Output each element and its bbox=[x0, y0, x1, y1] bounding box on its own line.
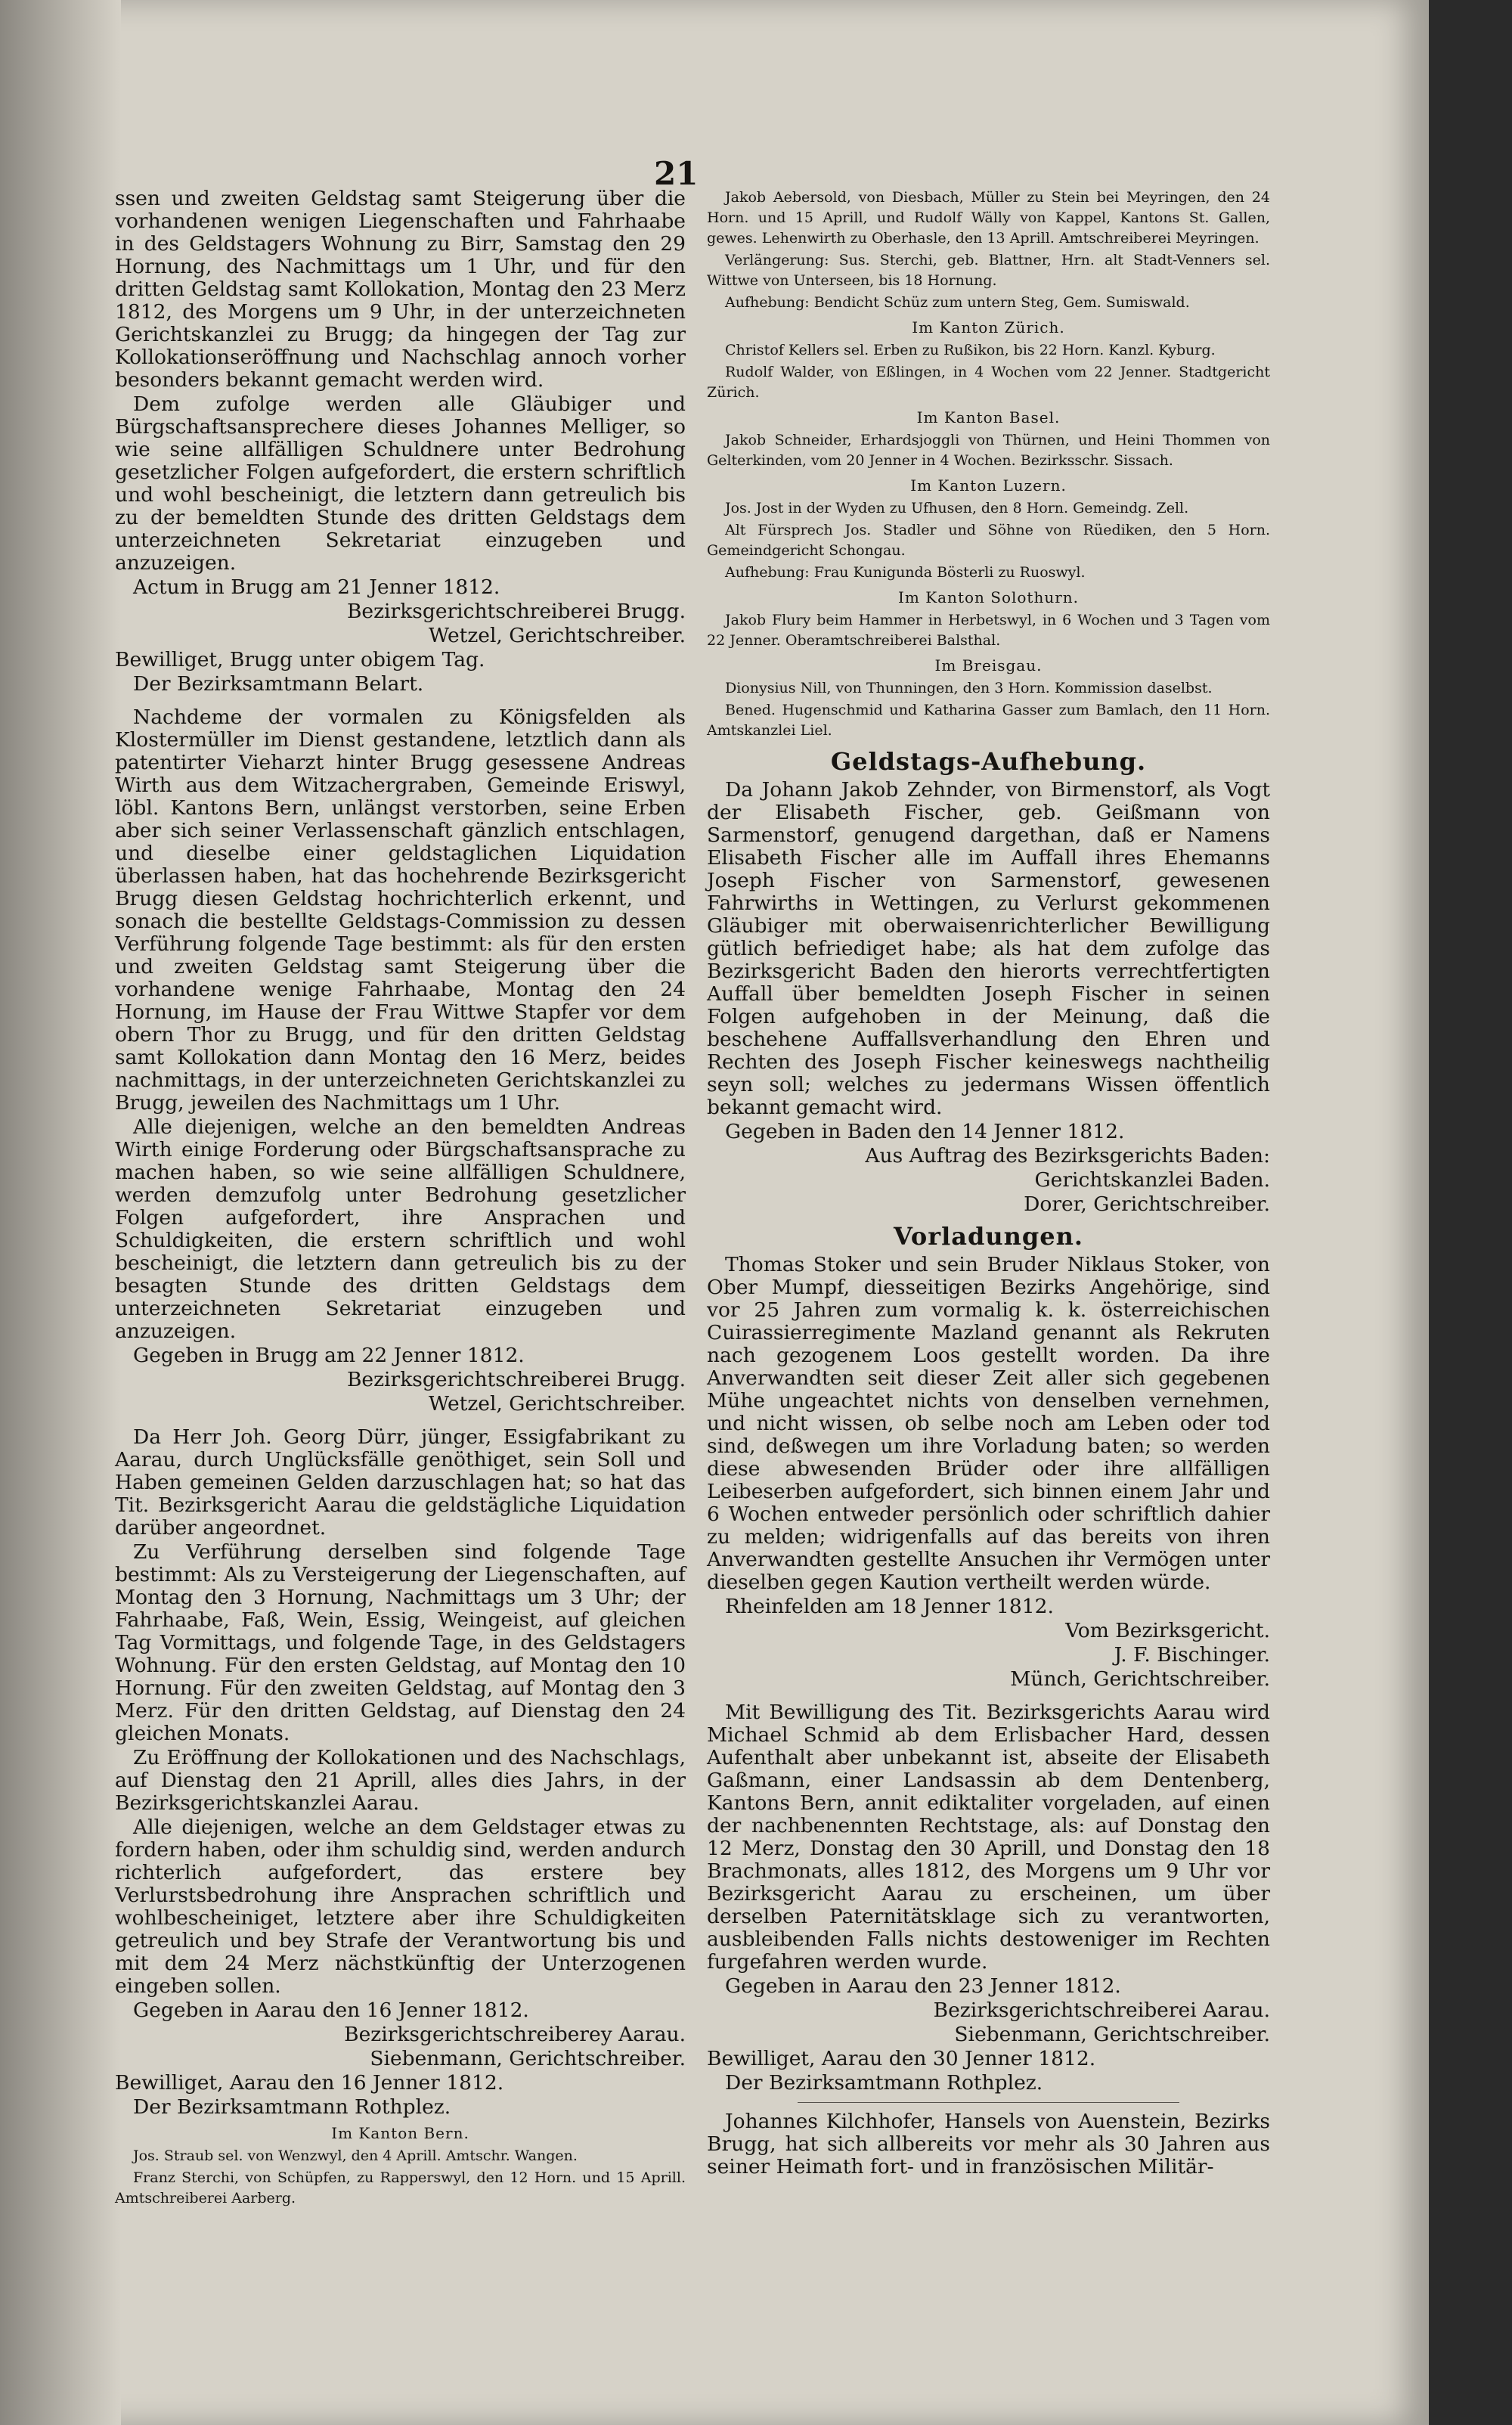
right-column bbox=[707, 188, 1270, 2178]
signature-office: Bezirksgerichtschreiberei Aarau. bbox=[933, 1999, 1270, 2022]
signature-name: J. F. Bischinger. bbox=[1114, 1643, 1270, 1667]
list-item: Jos. Straub sel. von Wenzwyl, den 4 Aprill. Amtschr. Wangen. bbox=[133, 2147, 578, 2164]
list-item: Jakob Flury beim Hammer in Herbetswyl, in 6 Wochen und 3 Tagen vom 22 Jenner. Oberamtschreiberei Balsthal. bbox=[707, 612, 1270, 649]
date-line: Gegeben in Baden den 14 Jenner 1812. bbox=[725, 1120, 1125, 1143]
signature-office: Bezirksgerichtschreiberei Brugg. bbox=[346, 1368, 686, 1391]
approval-line: Bewilliget, Aarau den 30 Jenner 1812. bbox=[707, 2047, 1096, 2070]
signature-name: Siebenmann, Gerichtschreiber. bbox=[370, 2047, 686, 2070]
list-item: Bened. Hugenschmid und Katharina Gasser zum Bamlach, den 11 Horn. Amtskanzlei Liel. bbox=[707, 702, 1270, 739]
paragraph: Nachdeme der vormalen zu Königsfelden als Klostermüller im Dienst gestandene, letztlich dann als patentirter Vieharzt hinter Brugg gesessene Andreas Wirth aus dem Witzachergraben, Gemeinde Eriswyl, löbl. Kantons Bern, unlängst verstorben, seine Erben aber sich seiner Verlassenschaft gänzlich entschlagen, und dieselbe einer geldstaglichen Liquidation überlassen haben, hat das hochehrende Bezirksgericht Brugg diesen Geldstag hochrichterlich erkennt, und sonach die bestellte Geldstags-Commission zu dessen Verführung folgende Tage bestimmt: als für den ersten und zweiten Geldstag samt Steigerung über die vorhandene wenige Fahrhaabe, Montag den 24 Hornung, im Hause der Frau Wittwe Stapfer vor dem obern Thor zu Brugg, und für den dritten Geldstag samt Kollokation dann Montag den 16 Merz, beides nachmittags, in der unterzeichneten Gerichtskanzlei zu Brugg, jeweilen des Nachmittags um 1 Uhr. bbox=[115, 705, 686, 1115]
signature-name: Wetzel, Gerichtschreiber. bbox=[428, 624, 686, 647]
date-line: Actum in Brugg am 21 Jenner 1812. bbox=[133, 575, 500, 599]
paragraph: Alle diejenigen, welche an den bemeldten Andreas Wirth einige Forderung oder Bürgschaftsansprache zu machen haben, so wie seine allfälligen Schuldnere, werden demzufolg unter Bedrohung gesetzlicher Folgen aufgefordert, ihre Ansprachen und Schuldigkeiten, die erstern schriftlich und wohl bescheinigt, die letztern dann getreulich bis zu der besagten Stunde des dritten Geldstags dem unterzeichneten Sekretariat einzugeben und anzuzeigen. bbox=[115, 1115, 686, 1343]
list-item: Jos. Jost in der Wyden zu Ufhusen, den 8 Horn. Gemeindg. Zell. bbox=[725, 500, 1189, 516]
signature-office: Bezirksgerichtschreiberey Aarau. bbox=[344, 2023, 686, 2046]
list-item: Rudolf Walder, von Eßlingen, in 4 Wochen vom 22 Jenner. Stadtgericht Zürich. bbox=[707, 364, 1270, 401]
paragraph: Mit Bewilligung des Tit. Bezirksgerichts Aarau wird Michael Schmid ab dem Erlisbacher Hard, dessen Aufenthalt aber unbekannt ist, abseite der Elisabeth Gaßmann, einer Landsassin ab dem Dentenberg, Kantons Bern, annit ediktaliter vorgeladen, auf einen der nachbenennten Rechtstage, als: auf Donstag den 12 Merz, Donstag den 30 Aprill, und Donstag den 18 Brachmonats, alles 1812, des Morgens um 9 Uhr vor Bezirksgericht Aarau zu erscheinen, um über derselben Paternitätsklage sich zu verantworten, ausbleibenden Falls nichts destoweniger im Rechten furgefahren werden wurde. bbox=[707, 1701, 1270, 1974]
official-line: Der Bezirksamtmann Rothplez. bbox=[725, 2071, 1043, 2095]
paragraph: Johannes Kilchhofer, Hansels von Auenstein, Bezirks Brugg, hat sich allbereits vor mehr als 30 Jahren aus seiner Heimath fort- und in französischen Militär- bbox=[707, 2110, 1270, 2178]
signature-office: Aus Auftrag des Bezirksgerichts Baden: bbox=[865, 1144, 1270, 1168]
official-line: Der Bezirksamtmann Belart. bbox=[133, 672, 424, 696]
signature-office: Bezirksgerichtschreiberei Brugg. bbox=[346, 600, 686, 623]
signature-name: Dorer, Gerichtschreiber. bbox=[1024, 1192, 1270, 1216]
page-number: 21 bbox=[654, 155, 699, 192]
section-subheading: Im Kanton Luzern. bbox=[910, 476, 1067, 495]
list-item: Aufhebung: Frau Kunigunda Bösterli zu Ruoswyl. bbox=[725, 564, 1086, 581]
paragraph: Zu Eröffnung der Kollokationen und des Nachschlags, auf Dienstag den 21 Aprill, alles dies Jahrs, in der Bezirksgerichtskanzlei Aarau. bbox=[115, 1746, 686, 1815]
list-item: Dionysius Nill, von Thunningen, den 3 Horn. Kommission daselbst. bbox=[725, 680, 1213, 696]
section-subheading: Im Kanton Zürich. bbox=[912, 318, 1065, 336]
section-subheading: Im Kanton Basel. bbox=[916, 408, 1061, 426]
section-subheading: Im Kanton Solothurn. bbox=[897, 588, 1080, 606]
left-column bbox=[115, 187, 686, 2206]
section-subheading: Im Breisgau. bbox=[934, 656, 1043, 674]
paragraph: Alle diejenigen, welche an dem Geldstager etwas zu fordern haben, oder ihm schuldig sind, werden andurch richterlich aufgefordert, das erstere bey Verlurstsbedrohung ihre Ansprachen schriftlich und wohlbescheiniget, letztere aber ihre Schuldigkeiten getreulich und bey Strafe der Verantwortung bis und mit dem 24 Merz nächstkünftig der Unterzogenen eingeben sollen. bbox=[115, 1816, 686, 1998]
divider bbox=[798, 2102, 1179, 2103]
paragraph: ssen und zweiten Geldstag samt Steigerung über die vorhandenen wenigen Liegenschaften und Fahrhaabe in des Geldstagers Wohnung zu Birr, Samstag den 29 Hornung, des Nachmittags um 1 Uhr, und für den dritten Geldstag samt Kollokation, Montag den 23 Merz 1812, des Morgens um 9 Uhr, in der unterzeichneten Gerichtskanzlei zu Brugg; da hingegen der Tag zur Kollokationseröffnung und Nachschlag annoch vorher besonders bekannt gemacht werden wird. bbox=[115, 187, 686, 392]
section-heading: Geldstags-Aufhebung. bbox=[830, 747, 1147, 776]
list-item: Franz Sterchi, von Schüpfen, zu Rapperswyl, den 12 Horn. und 15 Aprill. Amtschreiberei Aarberg. bbox=[115, 2169, 686, 2206]
date-line: Rheinfelden am 18 Jenner 1812. bbox=[725, 1595, 1054, 1618]
paragraph: Da Johann Jakob Zehnder, von Birmenstorf, als Vogt der Elisabeth Fischer, geb. Geißmann von Sarmenstorf, genugend dargethan, daß er Namens Elisabeth Fischer alle im Auffall ihres Ehemanns Joseph Fischer von Sarmenstorf, gewesenen Fahrwirths in Wettingen, zu Verlurst gekommenen Gläubiger mit oberwaisenrichterlicher Bewilligung gütlich befriediget habe; als hat dem zufolge das Bezirksgericht Baden den hierorts verrechtfertigten Auffall über bemeldten Joseph Fischer in seinen Folgen aufgehoben in der Meinung, daß die beschehene Auffallsverhandlung den Ehren und Rechten des Joseph Fischer keineswegs nachtheilig seyn soll; welches zu jedermans Wissen öffentlich bekannt gemacht wird. bbox=[707, 778, 1270, 1119]
official-line: Der Bezirksamtmann Rothplez. bbox=[133, 2095, 451, 2119]
section-heading: Vorladungen. bbox=[893, 1222, 1084, 1251]
date-line: Gegeben in Brugg am 22 Jenner 1812. bbox=[133, 1344, 525, 1367]
section-subheading: Im Kanton Bern. bbox=[331, 2124, 469, 2142]
paragraph: Zu Verführung derselben sind folgende Tage bestimmt: Als zu Versteigerung der Liegenschaften, auf Montag den 3 Hornung, Nachmittags um 3 Uhr; der Fahrhaabe, Faß, Wein, Essig, Weingeist, auf gleichen Tag Vormittags, und folgende Tage, in des Geldstagers Wohnung. Für den ersten Geldstag, auf Montag den 10 Hornung. Für den zweiten Geldstag, auf Montag den 3 Merz. Für den dritten Geldstag, auf Dienstag den 24 gleichen Monats. bbox=[115, 1540, 686, 1745]
approval-line: Bewilliget, Aarau den 16 Jenner 1812. bbox=[115, 2071, 504, 2095]
date-line: Gegeben in Aarau den 23 Jenner 1812. bbox=[725, 1974, 1121, 1998]
signature-name: Siebenmann, Gerichtschreiber. bbox=[954, 2023, 1270, 2046]
date-line: Gegeben in Aarau den 16 Jenner 1812. bbox=[133, 1999, 529, 2022]
list-item: Jakob Schneider, Erhardsjoggli von Thürnen, und Heini Thommen von Gelterkinden, vom 20 Jenner in 4 Wochen. Bezirksschr. Sissach. bbox=[707, 432, 1270, 469]
paragraph: Da Herr Joh. Georg Dürr, jünger, Essigfabrikant zu Aarau, durch Unglücksfälle genöthiget, sein Soll und Haben gemeinen Gelden darzuschlagen hat; so hat das Tit. Bezirksgericht Aarau die geldstägliche Liquidation darüber angeordnet. bbox=[115, 1425, 686, 1540]
list-item: Aufhebung: Bendicht Schüz zum untern Steg, Gem. Sumiswald. bbox=[725, 294, 1190, 311]
paragraph: Thomas Stoker und sein Bruder Niklaus Stoker, von Ober Mumpf, diesseitigen Bezirks Angehörige, sind vor 25 Jahren zum vormalig k. k. österreichischen Cuirassierregimente Mazland genannt als Rekruten nach gezogenem Loos gestellt worden. Da ihre Anverwandten seit dieser Zeit aller sich gegebenen Mühe ungeachtet nichts von denselben vernehmen, und nicht wissen, ob selbe noch am Leben oder tod sind, deßwegen um ihre Vorladung baten; so werden diese abwesenden Brüder oder ihre allfälligen Leibeserben aufgefordert, sich binnen einem Jahr und 6 Wochen entweder persönlich oder schriftlich dahier zu melden; widrigenfalls auf das bereits von ihren Anverwandten gestellte Ansuchen ihr Vermögen unter dieselben gegen Kaution vertheilt werden würde. bbox=[707, 1253, 1270, 1594]
list-item: Christof Kellers sel. Erben zu Rußikon, bis 22 Horn. Kanzl. Kyburg. bbox=[725, 342, 1216, 358]
page-spine-shadow bbox=[0, 0, 121, 2425]
list-item: Verlängerung: Sus. Sterchi, geb. Blattner, Hrn. alt Stadt-Venners sel. Wittwe von Unterseen, bis 18 Hornung. bbox=[707, 252, 1270, 289]
approval-line: Bewilliget, Brugg unter obigem Tag. bbox=[115, 648, 485, 671]
list-item: Jakob Aebersold, von Diesbach, Müller zu Stein bei Meyringen, den 24 Horn. und 15 Aprill, und Rudolf Wälly von Kappel, Kantons St. Gallen, gewes. Lehenwirth zu Oberhasle, den 13 Aprill. Amtschreiberei Meyringen. bbox=[707, 189, 1270, 247]
signature-name: Münch, Gerichtschreiber. bbox=[1010, 1667, 1270, 1691]
signature-name: Wetzel, Gerichtschreiber. bbox=[428, 1392, 686, 1416]
list-item: Alt Fürsprech Jos. Stadler und Söhne von Rüediken, den 5 Horn. Gemeindgericht Schongau. bbox=[707, 522, 1270, 559]
signature-office: Vom Bezirksgericht. bbox=[1065, 1619, 1270, 1642]
paragraph: Dem zufolge werden alle Gläubiger und Bürgschaftsansprechere dieses Johannes Melliger, so wie seine allfälligen Schuldnere unter Bedrohung gesetzlicher Folgen aufgefordert, die erstern schriftlich und wohl bescheinigt, die letztern dann getreulich bis zu der bemeldten Stunde des dritten Geldstags dem unterzeichneten Sekretariat einzugeben und anzuzeigen. bbox=[115, 392, 686, 575]
signature-office: Gerichtskanzlei Baden. bbox=[1034, 1168, 1270, 1192]
